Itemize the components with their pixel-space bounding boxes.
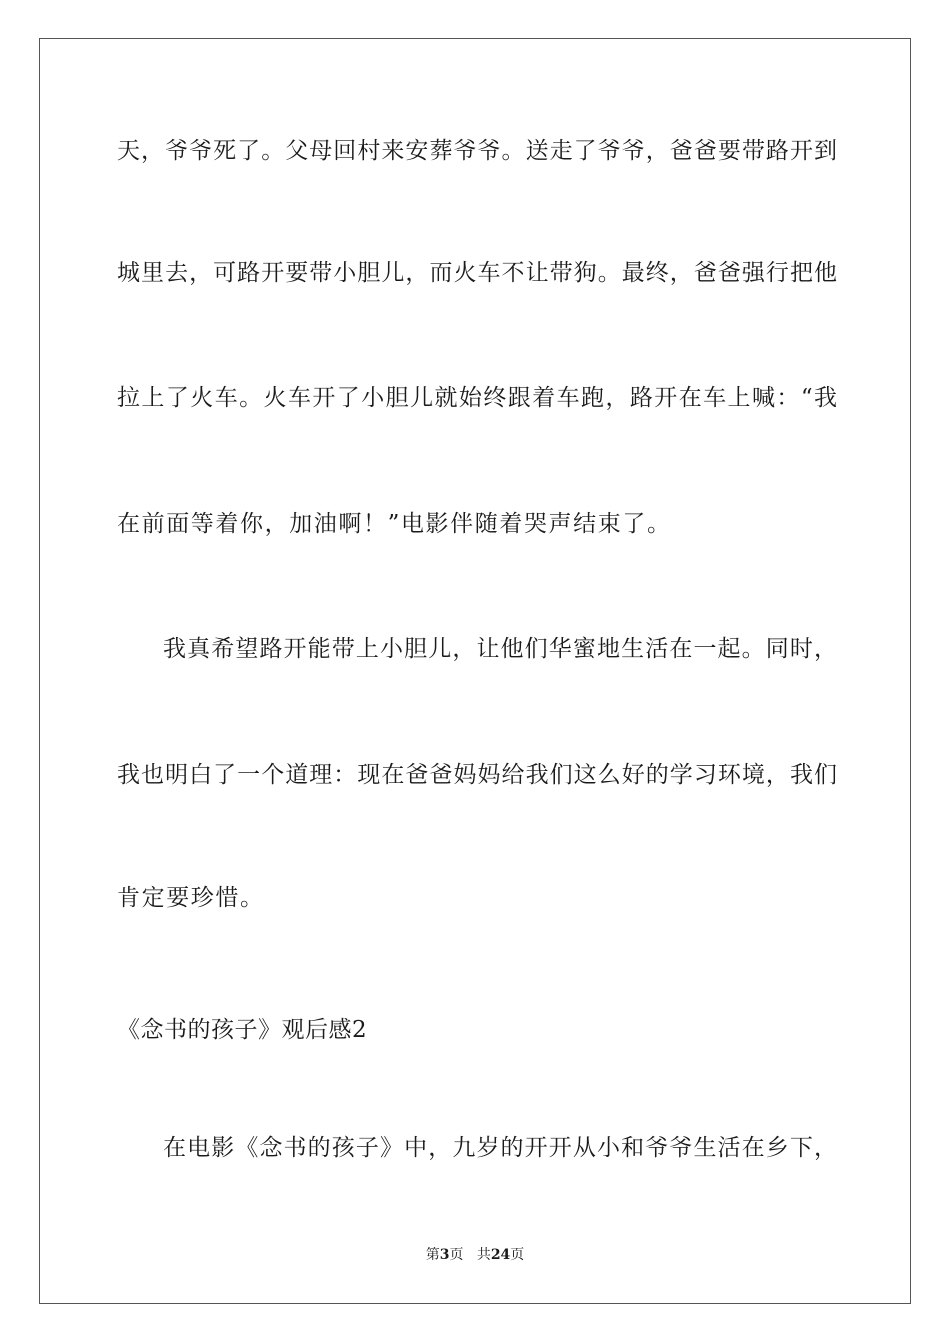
body-text-line: 我真希望路开能带上小胆儿，让他们华蜜地生活在一起。同时， bbox=[163, 636, 837, 662]
footer-total-pages: 24 bbox=[490, 1247, 511, 1263]
body-text-line: 在前面等着你，加油啊！”电影伴随着哭声结束了。 bbox=[117, 511, 672, 537]
page-footer bbox=[0, 1246, 950, 1264]
body-text-line: 我也明白了一个道理：现在爸爸妈妈给我们这么好的学习环境，我们 bbox=[117, 762, 837, 788]
body-text-line: 肯定要珍惜。 bbox=[117, 885, 265, 911]
page-frame bbox=[39, 38, 911, 1304]
body-text-line: 天，爷爷死了。父母回村来安葬爷爷。送走了爷爷，爸爸要带路开到 bbox=[117, 138, 837, 164]
body-text-line: 拉上了火车。火车开了小胆儿就始终跟着车跑，路开在车上喊：“我 bbox=[117, 385, 837, 411]
footer-prefix: 第 bbox=[425, 1247, 440, 1263]
footer-total-prefix: 共 bbox=[476, 1247, 491, 1263]
footer-page-suffix: 页 bbox=[449, 1247, 464, 1263]
footer-total-suffix: 页 bbox=[510, 1247, 525, 1263]
section-heading: 《念书的孩子》观后感2 bbox=[117, 1017, 368, 1043]
body-text-line: 城里去，可路开要带小胆儿，而火车不让带狗。最终，爸爸强行把他 bbox=[117, 260, 837, 286]
body-text-line: 在电影《念书的孩子》中，九岁的开开从小和爷爷生活在乡下， bbox=[163, 1135, 837, 1161]
footer-page-number: 3 bbox=[439, 1247, 450, 1263]
